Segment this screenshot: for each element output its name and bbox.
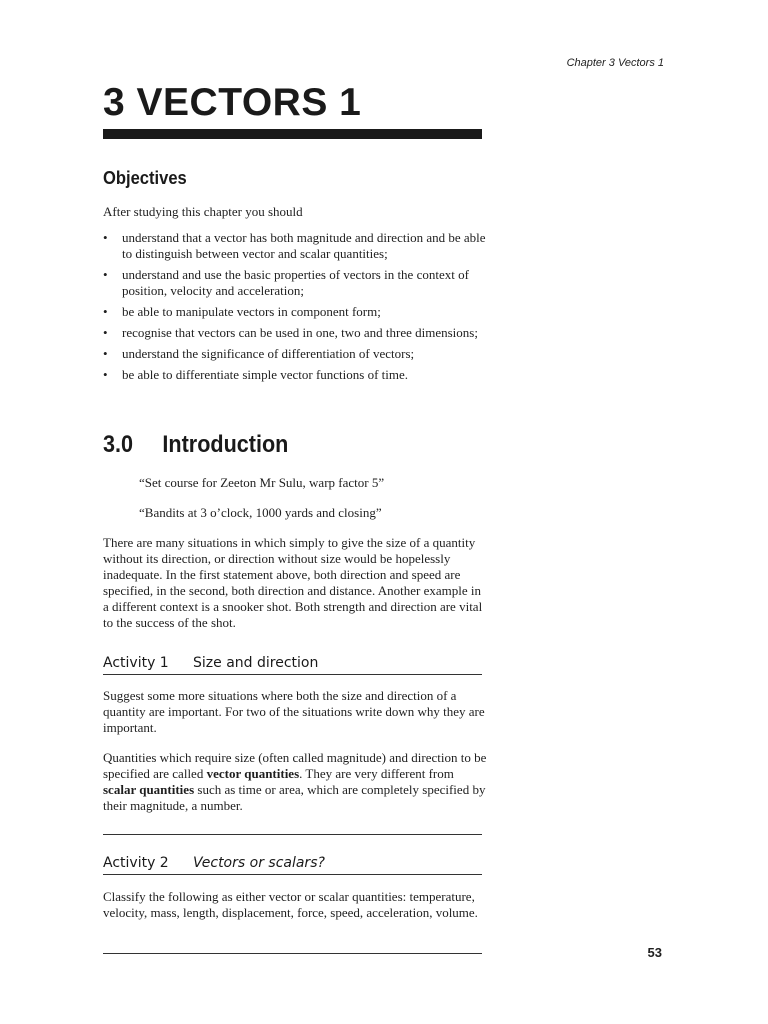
vector-definition-paragraph: Quantities which require size (often called magnitude) and direction to be specified are called vector quantities. They are very different from scalar quantities such as time or area, which are completely specified by their magnitude, a number. bbox=[103, 750, 487, 813]
list-item: • understand the significance of differentiation of vectors; bbox=[103, 346, 415, 361]
section-divider bbox=[103, 834, 482, 835]
bullet-icon: • bbox=[103, 267, 108, 282]
bullet-icon: • bbox=[103, 230, 108, 245]
activity-1-heading bbox=[103, 653, 482, 675]
activity-2-heading bbox=[103, 853, 482, 875]
bullet-icon: • bbox=[103, 367, 108, 382]
activity-1-label: Activity 1 bbox=[103, 655, 169, 671]
bullet-icon: • bbox=[103, 346, 108, 361]
vector-quantities-term: vector quantities bbox=[206, 766, 300, 781]
activity-1-title: Size and direction bbox=[193, 655, 319, 671]
scalar-quantities-term: scalar quantities bbox=[103, 782, 195, 797]
page-number: 53 bbox=[647, 945, 662, 960]
list-item: • be able to differentiate simple vector functions of time. bbox=[103, 367, 409, 382]
section-number: 3.0 bbox=[103, 431, 134, 458]
bullet-icon: • bbox=[103, 304, 108, 319]
running-head: Chapter 3 Vectors 1 bbox=[566, 57, 664, 69]
activity-2-text: Classify the following as either vector or scalar quantities: temperature, velocity, mass, length, displacement, force, speed, acceleration, volume. bbox=[103, 889, 478, 920]
chapter-title: 3 VECTORS 1 bbox=[103, 81, 362, 124]
list-item: • recognise that vectors can be used in one, two and three dimensions; bbox=[103, 325, 478, 340]
section-title: Introduction bbox=[162, 431, 289, 458]
bottom-divider bbox=[103, 953, 482, 954]
list-item: • understand that a vector has both magnitude and direction and be able to distinguish between vector and scalar quantities; bbox=[103, 230, 486, 261]
intro-paragraph: There are many situations in which simply to give the size of a quantity without its direction, or direction without size would be hopelessly inadequate. In the first statement above, both direction and speed are specified, in the second, both direction and distance. Another example in a different context is a snooker shot. Both strength and direction are vital to the success of the shot. bbox=[103, 535, 483, 630]
quote-2: “Bandits at 3 o’clock, 1000 yards and closing” bbox=[139, 505, 382, 520]
objectives-list bbox=[103, 230, 488, 388]
title-underline-bar bbox=[103, 129, 482, 139]
activity-1-text: Suggest some more situations where both the size and direction of a quantity are important. For two of the situations write down why they are important. bbox=[103, 688, 485, 735]
list-item: • be able to manipulate vectors in component form; bbox=[103, 304, 381, 319]
bullet-icon: • bbox=[103, 325, 108, 340]
quote-1: “Set course for Zeeton Mr Sulu, warp factor 5” bbox=[139, 475, 385, 490]
objectives-intro: After studying this chapter you should bbox=[103, 204, 303, 219]
section-heading bbox=[103, 429, 288, 461]
activity-2-label: Activity 2 bbox=[103, 855, 169, 871]
objectives-heading: Objectives bbox=[103, 168, 187, 188]
list-item: • understand and use the basic properties of vectors in the context of position, velocity and acceleration; bbox=[103, 267, 469, 298]
activity-2-title: Vectors or scalars? bbox=[193, 855, 325, 871]
